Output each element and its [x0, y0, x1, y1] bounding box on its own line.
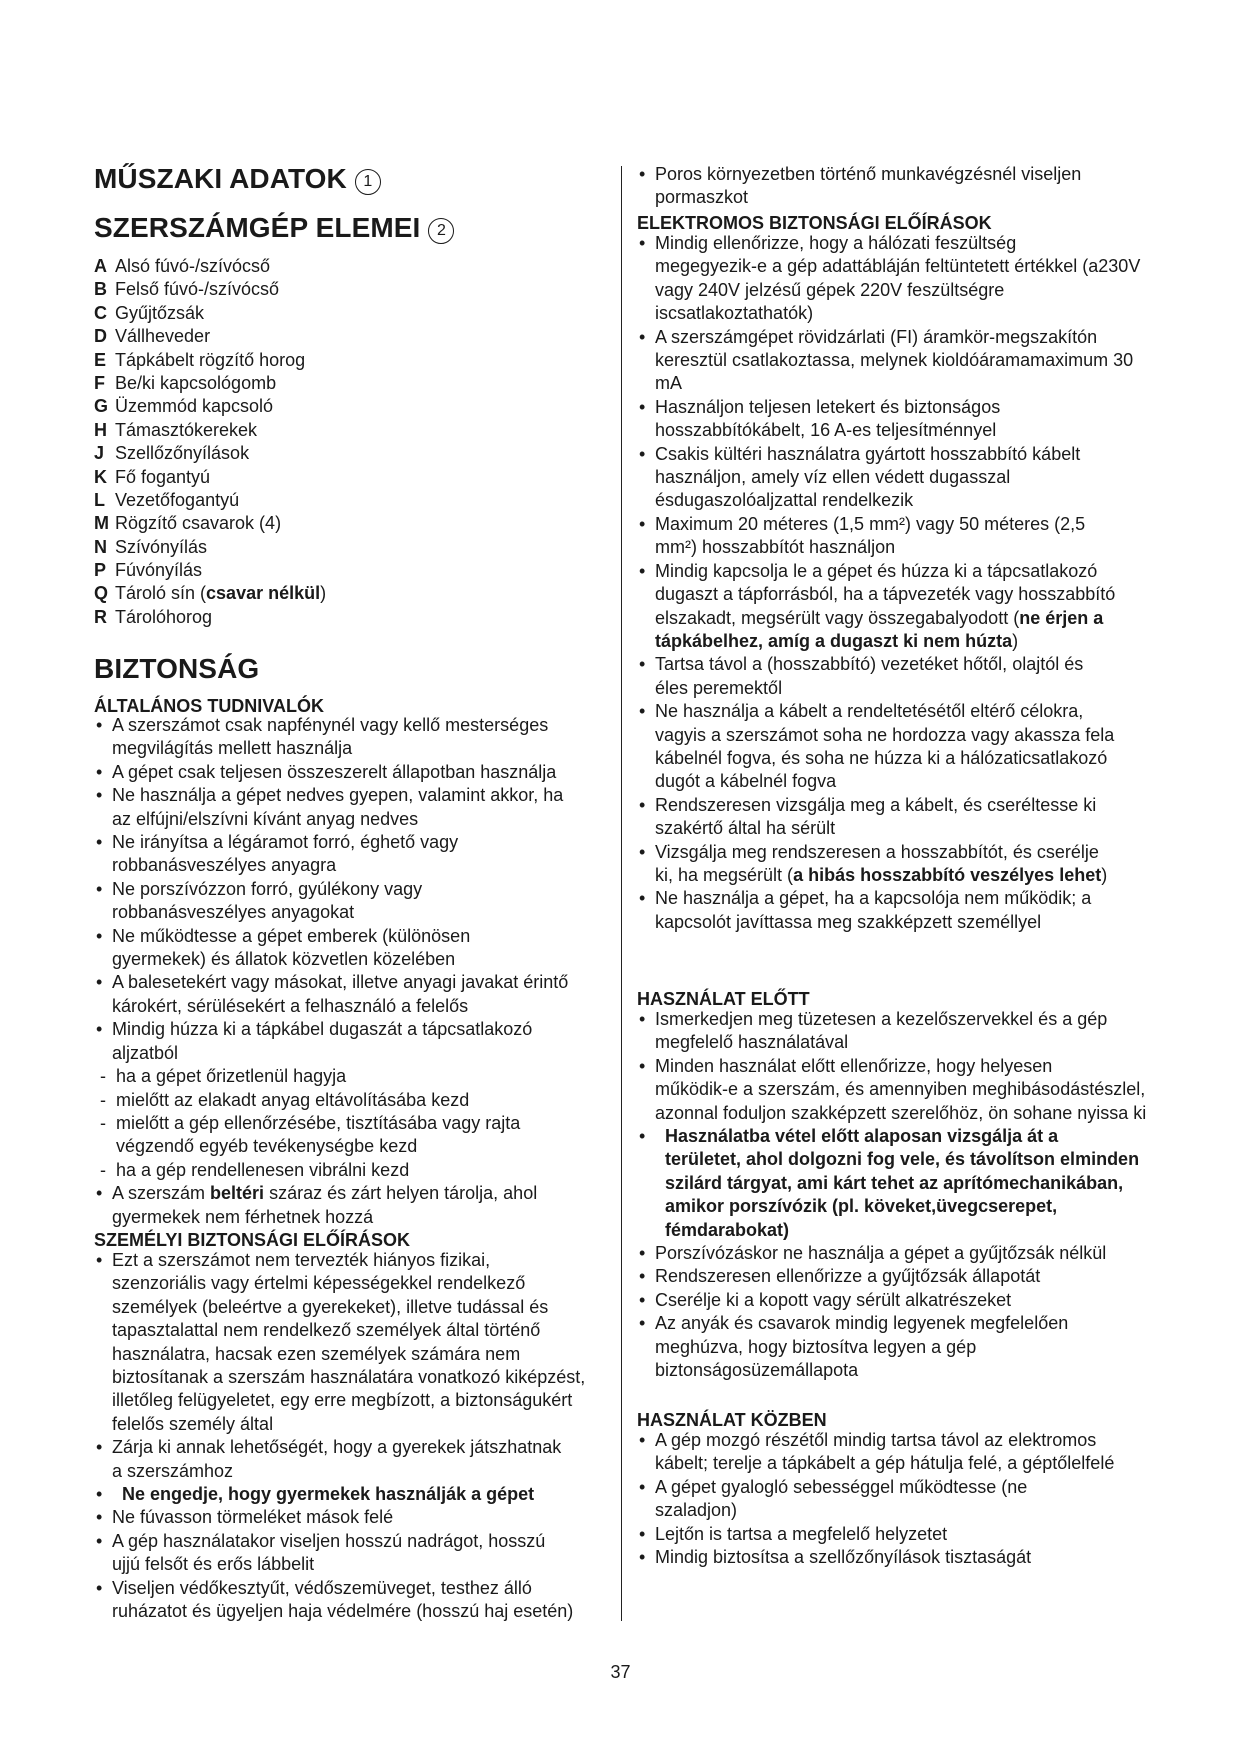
- list-item: • A szerszámgépet rövidzárlati (FI) áramkör-megszakítón keresztül csatlakoztassa, melynek kioldóáramamaximum 30 mA: [637, 326, 1157, 396]
- part-letter: Q: [94, 583, 109, 604]
- part-label: Üzemmód kapcsoló: [115, 396, 274, 417]
- list-item: • Mindig biztosítsa a szellőzőnyílások tisztaságát: [637, 1546, 1157, 1569]
- sub-item: - ha a gép rendellenesen vibrálni kezd: [94, 1159, 609, 1182]
- list-item: • Minden használat előtt ellenőrizze, hogy helyesen működik-e a szerszám, és amennyiben meghibásodástészlel, azonnal foduljon szakképzett szerelőhöz, ön sohane nyissa ki: [637, 1055, 1157, 1125]
- part-item: [94, 536, 326, 559]
- part-item: [94, 255, 326, 278]
- list-item: [94, 714, 609, 761]
- part-label: Tápkábelt rögzítő horog: [115, 349, 306, 370]
- electrical-safety-list: [637, 232, 1157, 934]
- part-letter: H: [94, 419, 107, 440]
- column-divider: [621, 166, 622, 1621]
- figure-ref-1: 1: [355, 169, 381, 195]
- list-item: • Maximum 20 méteres (1,5 mm²) vagy 50 méteres (2,5 mm²) hosszabbítót használjon: [637, 513, 1157, 560]
- list-item: • A gép mozgó részétől mindig tartsa távol az elektromos kábelt; terelje a tápkábelt a gép hátulja felé, a géptőlelfelé: [637, 1429, 1157, 1476]
- list-item: • Ne porszívózzon forró, gyúlékony vagy robbanásveszélyes anyagokat: [94, 878, 609, 925]
- part-label: Tároló sín (: [115, 583, 207, 604]
- page-number: 37: [610, 1662, 631, 1682]
- figure-ref-2: 2: [428, 218, 454, 244]
- list-item: • A szerszám beltéri száraz és zárt helyen tárolja, ahol gyermekek nem férhetnek hozzá: [94, 1182, 609, 1229]
- part-label-bold: csavar nélkül: [206, 583, 321, 604]
- part-item: [94, 442, 326, 465]
- heading-safety: BIZTONSÁG: [94, 653, 260, 684]
- part-item: [94, 582, 326, 605]
- part-letter: P: [94, 560, 107, 581]
- list-item: • Zárja ki annak lehetőségét, hogy a gyerekek játszhatnak a szerszámhoz: [94, 1436, 609, 1483]
- list-item: • Ezt a szerszámot nem tervezték hiányos fizikai, szenzoriális vagy értelmi képességekkel rendelkező személyek (beleértve a gyerekeket), illetve tudással és tapasztalattal nem rendelkező személyek által történő használatra, hacsak ezen személyek számára nem biztosítanak a szerszám használatára vonatkozó kiképzést, illetőleg felügyeletet, egy erre megbízott, a biztonságukért felelős személy által: [94, 1249, 609, 1436]
- sub-item: - mielőtt a gép ellenőrzésébe, tisztításába vagy rajta végzendő egyéb tevékenységbe kezd: [94, 1112, 609, 1159]
- list-item: • Használatba vétel előtt alaposan vizsgálja át a területet, ahol dolgozni fog vele, és távolítson elminden szilárd tárgyat, ami kárt tehet az aprítómechanikában, amikor porszívózik (pl. köveket,üvegcserepet, fémdarabokat): [637, 1125, 1157, 1242]
- part-label: Be/ki kapcsológomb: [115, 372, 277, 393]
- part-letter: N: [94, 536, 107, 557]
- part-letter: E: [94, 349, 107, 370]
- list-item: • Ismerkedjen meg tüzetesen a kezelőszervekkel és a gép megfelelő használatával: [637, 1008, 1157, 1055]
- list-item: • Vizsgálja meg rendszeresen a hosszabbítót, és cserélje ki, ha megsérült (a hibás hosszabbító veszélyes lehet): [637, 841, 1157, 888]
- part-label: Gyűjtőzsák: [115, 302, 205, 323]
- part-item: [94, 606, 326, 629]
- part-item: [94, 349, 326, 372]
- parts-list: [94, 255, 326, 629]
- part-letter: K: [94, 466, 107, 487]
- heading-general-notes: ÁLTALÁNOS TUDNIVALÓK: [94, 696, 324, 716]
- part-item: [94, 512, 326, 535]
- personal-safety-list: [94, 1249, 609, 1624]
- part-label: Szívónyílás: [115, 536, 208, 557]
- part-letter: C: [94, 302, 107, 323]
- list-item: • Mindig húzza ki a tápkábel dugaszát a tápcsatlakozó aljzatból: [94, 1018, 609, 1065]
- heading-electrical-safety: ELEKTROMOS BIZTONSÁGI ELŐÍRÁSOK: [637, 213, 992, 233]
- list-item: • Ne működtesse a gépet emberek (különösen gyermekek) és állatok közvetlen közelében: [94, 925, 609, 972]
- list-item: • A gép használatakor viseljen hosszú nadrágot, hosszú ujjú felsőt és erős lábbelit: [94, 1530, 609, 1577]
- list-item: • Ne használja a gépet nedves gyepen, valamint akkor, ha az elfújni/elszívni kívánt anyag nedves: [94, 784, 609, 831]
- list-item: • Ne használja a kábelt a rendeltetésétől eltérő célokra, vagyis a szerszámot soha ne hordozza vagy akassza fela kábelnél fogva, és soha ne húzza ki a hálózaticsatlakozó dugót a kábelnél fogva: [637, 700, 1157, 794]
- list-item: • Cserélje ki a kopott vagy sérült alkatrészeket: [637, 1289, 1157, 1312]
- list-item: • Használjon teljesen letekert és biztonságos hosszabbítókábelt, 16 A-es teljesítménnyel: [637, 396, 1157, 443]
- list-item: • Lejtőn is tartsa a megfelelő helyzetet: [637, 1523, 1157, 1546]
- heading-personal-safety: SZEMÉLYI BIZTONSÁGI ELŐÍRÁSOK: [94, 1230, 411, 1250]
- list-item: • Ne engedje, hogy gyermekek használják a gépet: [94, 1483, 609, 1506]
- part-label: Vállheveder: [115, 326, 211, 347]
- part-label-after: ): [320, 583, 327, 604]
- list-item: • Mindig ellenőrizze, hogy a hálózati feszültség megegyezik-e a gép adattábláján feltüntetett értékkel (a230V vagy 240V jelzésű gépek 220V feszültségre iscsatlakoztathatók): [637, 232, 1157, 326]
- part-label: Rögzítő csavarok (4): [115, 513, 282, 534]
- part-label: Alsó fúvó-/szívócső: [115, 256, 271, 276]
- part-letter: M: [94, 513, 109, 534]
- part-item: [94, 302, 326, 325]
- part-label: Vezetőfogantyú: [115, 489, 240, 510]
- part-letter: G: [94, 396, 109, 417]
- part-label: Felső fúvó-/szívócső: [115, 279, 280, 300]
- dust-list: [637, 163, 1157, 210]
- list-item: • A balesetekért vagy másokat, illetve anyagi javakat érintő károkért, sérülésekért a felhasználó a felelős: [94, 971, 609, 1018]
- part-item: [94, 395, 326, 418]
- heading-tool-elements: SZERSZÁMGÉP ELEMEI 2: [94, 212, 454, 244]
- part-letter: F: [94, 372, 105, 393]
- heading-during-use: HASZNÁLAT KÖZBEN: [637, 1410, 827, 1430]
- sub-item: - mielőtt az elakadt anyag eltávolításába kezd: [94, 1089, 609, 1112]
- list-item: • Mindig kapcsolja le a gépet és húzza ki a tápcsatlakozó dugaszt a tápforrásból, ha a tápvezeték vagy hosszabbító elszakadt, megsérült vagy összegabalyodott (ne érjen a tápkábelhez, amíg a dugaszt ki nem húzta): [637, 560, 1157, 654]
- part-label: Tárolóhorog: [115, 606, 213, 627]
- general-notes-list: [94, 714, 609, 1229]
- list-item: • Ne fúvasson törmeléket mások felé: [94, 1506, 609, 1529]
- before-use-list: [637, 1008, 1157, 1383]
- part-letter: J: [94, 443, 105, 464]
- list-item: • Ne használja a gépet, ha a kapcsolója nem működik; a kapcsolót javíttassa meg szakképzett személlyel: [637, 887, 1157, 934]
- list-item: • Rendszeresen vizsgálja meg a kábelt, és cseréltesse ki szakértő által ha sérült: [637, 794, 1157, 841]
- part-item: [94, 278, 326, 301]
- part-item: [94, 489, 326, 512]
- part-item: [94, 419, 326, 442]
- list-item: • Ne irányítsa a légáramot forró, éghető vagy robbanásveszélyes anyagra: [94, 831, 609, 878]
- part-letter: R: [94, 606, 107, 627]
- list-item: • A gépet gyalogló sebességgel működtesse (ne szaladjon): [637, 1476, 1157, 1523]
- list-item: • Csakis kültéri használatra gyártott hosszabbító kábelt használjon, amely víz ellen védett dugasszal ésdugaszolóaljzattal rendelkezik: [637, 443, 1157, 513]
- list-item: • Viseljen védőkesztyűt, védőszemüveget, testhez álló ruházatot és ügyeljen haja védelmére (hosszú haj esetén): [94, 1577, 609, 1624]
- general-1: • A szerszámot csak napfénynél vagy kellő mesterséges megvilágítás mellett használja: [112, 715, 549, 759]
- part-item: [94, 466, 326, 489]
- part-label: Szellőzőnyílások: [115, 443, 250, 464]
- list-item: • A gépet csak teljesen összeszerelt állapotban használja: [94, 761, 609, 784]
- during-use-list: [637, 1429, 1157, 1569]
- part-label: Fő fogantyú: [115, 466, 211, 487]
- part-letter: L: [94, 489, 105, 510]
- part-item: [94, 372, 326, 395]
- heading-technical-data: MŰSZAKI ADATOK 1: [94, 163, 381, 195]
- part-label: Támasztókerekek: [115, 419, 258, 440]
- list-item: • Porszívózáskor ne használja a gépet a gyűjtőzsák nélkül: [637, 1242, 1157, 1265]
- list-item: • Az anyák és csavarok mindig legyenek megfelelően meghúzva, hogy biztosítva legyen a gép biztonságosüzemállapota: [637, 1312, 1157, 1382]
- part-item: [94, 325, 326, 348]
- sub-item: - ha a gépet őrizetlenül hagyja: [94, 1065, 609, 1088]
- part-letter: A: [94, 256, 107, 276]
- part-letter: B: [94, 279, 107, 300]
- list-item: • Rendszeresen ellenőrizze a gyűjtőzsák állapotát: [637, 1265, 1157, 1288]
- heading-before-use: HASZNÁLAT ELŐTT: [637, 989, 810, 1009]
- part-label: Fúvónyílás: [115, 560, 203, 581]
- list-item: • Tartsa távol a (hosszabbító) vezetéket hőtől, olajtól és éles peremektől: [637, 653, 1157, 700]
- part-item: [94, 559, 326, 582]
- part-letter: D: [94, 326, 107, 347]
- list-item: • Poros környezetben történő munkavégzésnél viseljen pormaszkot: [637, 163, 1157, 210]
